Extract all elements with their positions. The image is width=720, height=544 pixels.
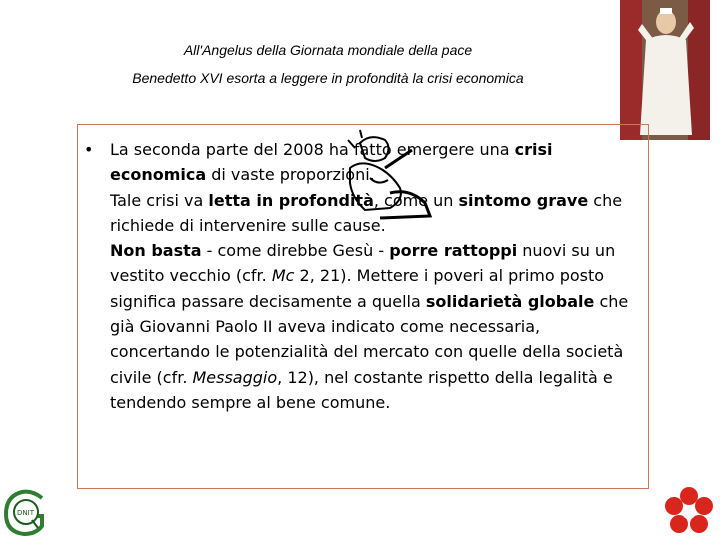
page-title: All'Angelus della Giornata mondiale della pace	[183, 42, 473, 58]
text-segment: 2, 21). Mettere i poveri al primo posto significa passare decisamente a quella	[110, 266, 605, 311]
emphasis-letta-in-profondita: letta in profondità	[208, 190, 374, 210]
body-text	[110, 137, 645, 415]
citation-mc: Mc	[271, 266, 295, 286]
text-segment: che già Giovanni Paolo II aveva indicato come necessaria, concertando le potenzialità del mercato con quelle della società civile (cfr.	[110, 291, 629, 387]
emphasis-crisi-economica: crisi economica	[110, 140, 553, 185]
text-segment: La seconda parte del 2008 ha fatto emergere una	[110, 140, 515, 159]
bullet-marker: •	[84, 140, 94, 159]
citation-messaggio: Messaggio	[192, 367, 278, 387]
gq-logo	[2, 488, 50, 538]
emphasis-porre-rattoppi: porre rattoppi	[389, 241, 518, 261]
text-segment: che richiede di intervenire sulle cause.	[110, 190, 623, 235]
svg-text:DNIT: DNIT	[17, 509, 34, 517]
emphasis-solidarieta-globale: solidarietà globale	[425, 291, 595, 311]
emphasis-non-basta: Non basta	[110, 241, 202, 261]
text-segment: , come un	[373, 190, 459, 210]
text-segment: Tale crisi va	[110, 190, 209, 210]
page-subtitle: Benedetto XVI esorta a leggere in profondità la crisi economica	[132, 70, 524, 86]
pope-photo	[620, 0, 710, 140]
flower-logo	[660, 482, 718, 540]
text-segment: di vaste proporzioni.	[206, 165, 375, 185]
text-segment: - come direbbe Gesù -	[201, 241, 390, 261]
text-segment: nuovi su un vestito vecchio (cfr.	[110, 241, 616, 286]
text-segment: , 12), nel costante rispetto della legalità e tendendo sempre al bene comune.	[110, 367, 613, 412]
emphasis-sintomo-grave: sintomo grave	[458, 190, 589, 210]
